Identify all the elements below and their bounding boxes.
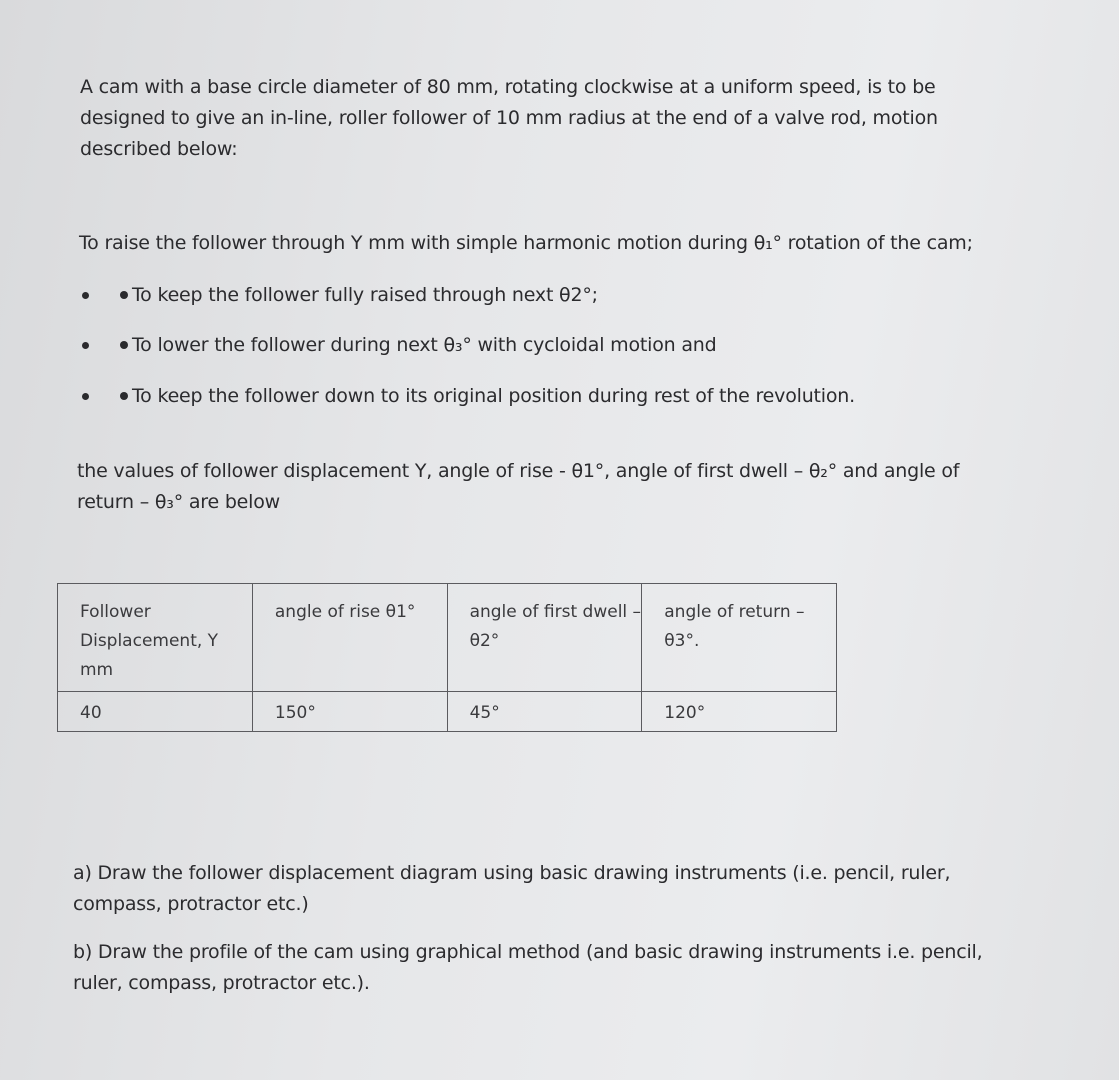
bullet-text: To keep the follower fully raised through next θ2°; (132, 284, 598, 306)
table-header-cell (58, 584, 253, 692)
bullet-dot-icon (120, 341, 128, 349)
raise-instruction: To raise the follower through Y mm with simple harmonic motion during θ₁° rotation of the cam; (79, 232, 973, 254)
header-return: angle of return – θ3°. (664, 602, 805, 651)
table-cell-displacement: 40 (58, 692, 253, 732)
values-paragraph: the values of follower displacement Y, angle of rise - θ1°, angle of first dwell – θ₂° and angle of return – θ₃° are below (77, 460, 960, 513)
table-header-cell (252, 584, 447, 692)
table-header-cell (447, 584, 642, 692)
table-header-row (58, 584, 837, 692)
bullet-dot-icon (82, 393, 89, 400)
bullet-dot-icon (120, 392, 128, 400)
question-b: b) Draw the profile of the cam using graphical method (and basic drawing instruments i.e. pencil, ruler, compass, protractor etc.). (73, 941, 983, 994)
header-rise: angle of rise θ1° (274, 602, 416, 622)
bullet-dot-icon (82, 342, 89, 349)
bullet-dot-icon (82, 292, 89, 299)
table-header-cell (642, 584, 837, 692)
table-cell-return: 120° (642, 692, 837, 732)
bullet-text: To keep the follower down to its original position during rest of the revolution. (132, 385, 855, 407)
table-cell-dwell: 45° (447, 692, 642, 732)
question-a: a) Draw the follower displacement diagram using basic drawing instruments (i.e. pencil, ruler, compass, protractor etc.) (73, 862, 951, 915)
header-displacement: Follower Displacement, Y (80, 602, 219, 651)
parameters-table (57, 583, 837, 732)
intro-paragraph: A cam with a base circle diameter of 80 mm, rotating clockwise at a uniform speed, is to be designed to give an in-line, roller follower of 10 mm radius at the end of a valve rod, motion described below: (80, 76, 938, 160)
table-row (58, 692, 837, 732)
table-cell-rise: 150° (252, 692, 447, 732)
header-dwell: angle of first dwell – θ2° (469, 602, 642, 651)
bullet-dot-icon (120, 291, 128, 299)
bullet-text: To lower the follower during next θ₃° with cycloidal motion and (132, 334, 717, 356)
header-unit: mm (80, 660, 114, 680)
